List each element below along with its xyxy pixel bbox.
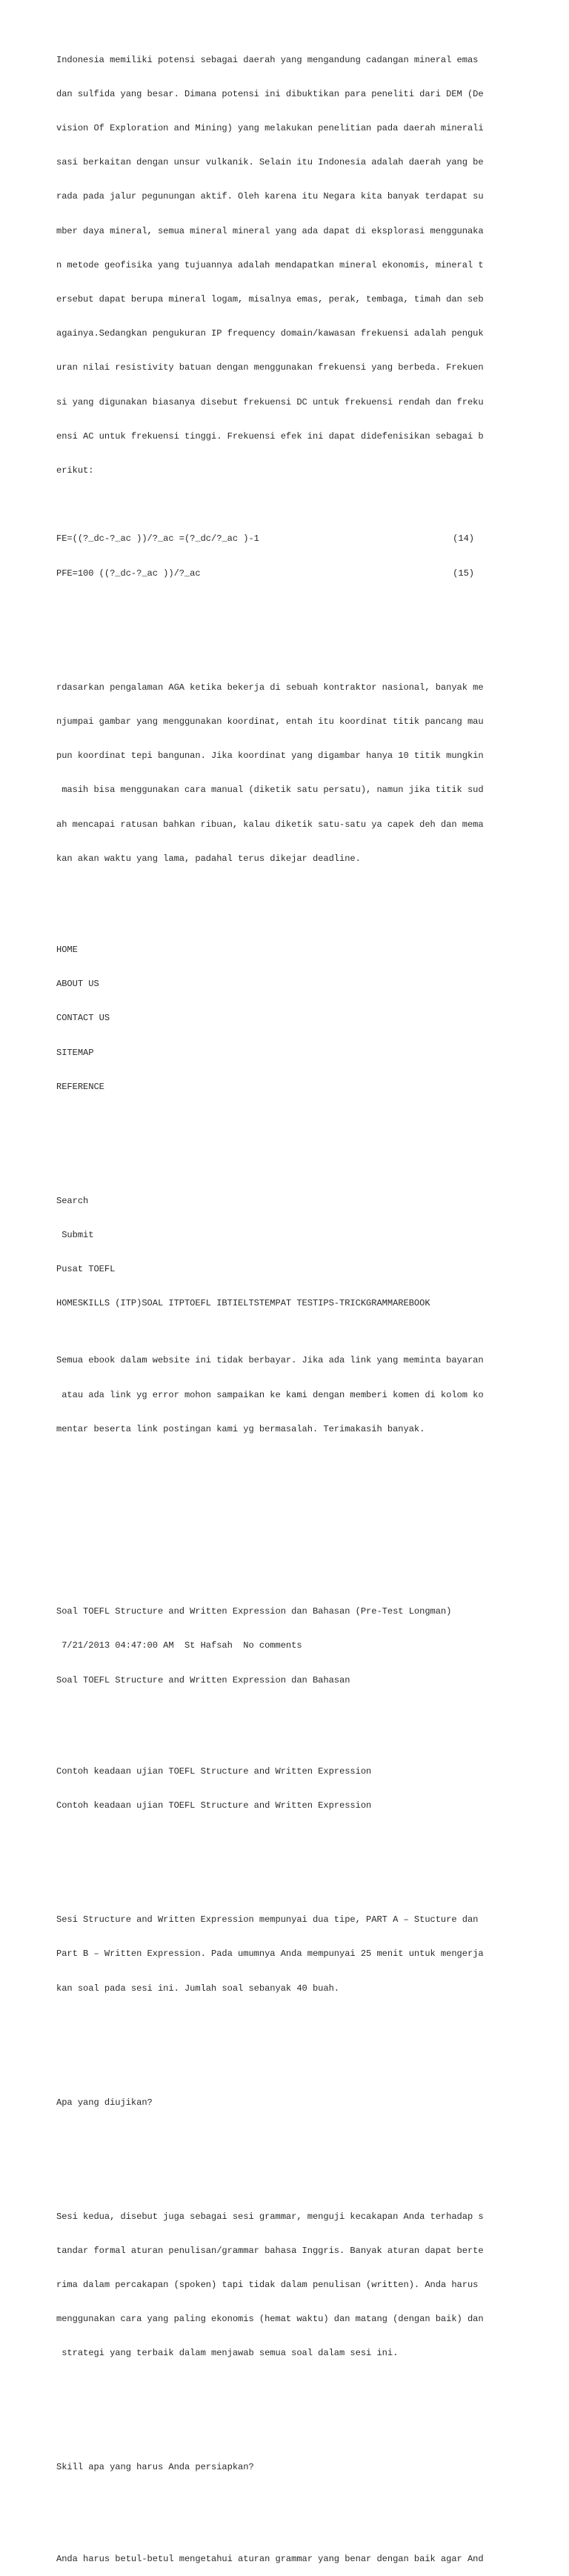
blank-line	[56, 2508, 501, 2519]
blank-line	[56, 1846, 501, 1857]
nav-reference-link[interactable]: REFERENCE	[56, 1081, 104, 1092]
text-line: Sesi Structure and Written Expression mempunyai dua tipe, PART A – Stucture dan	[56, 1914, 479, 1926]
text-line: mentar beserta link postingan kami yg bermasalah. Terimakasih banyak.	[56, 1423, 425, 1434]
text-line: menggunakan cara yang paling ekonomis (hemat waktu) dan matang (dengan baik) dan	[56, 2314, 484, 2325]
text-line: n metode geofisika yang tujuannya adalah mendapatkan mineral ekonomis, mineral t	[56, 259, 484, 270]
text-line: ah mencapai ratusan bahkan ribuan, kalau diketik satu-satu ya capek deh dan mema	[56, 819, 484, 830]
nav-sitemap-link[interactable]: SITEMAP	[56, 1047, 94, 1058]
equation-formula: FE=((?_dc-?_ac ))/?_ac =(?_dc/?_ac )-1	[56, 533, 259, 545]
grammar-paragraph	[56, 2189, 501, 2383]
text-line: ersebut dapat berupa mineral logam, misalnya emas, perak, tembaga, timah dan seb	[56, 294, 484, 305]
equation-number: (15)	[453, 568, 474, 579]
example-caption: Contoh keadaan ujian TOEFL Structure and Written Expression	[56, 1765, 372, 1777]
text-line: tandar formal aturan penulisan/grammar bahasa Inggris. Banyak aturan dapat berte	[56, 2245, 484, 2256]
blank-line	[56, 1526, 501, 1537]
equation-number: (14)	[453, 533, 474, 545]
site-name: Pusat TOEFL	[56, 1264, 116, 1275]
text-line: ensi AC untuk frekuensi tinggi. Frekuensi efek ini dapat didefenisikan sebagai b	[56, 430, 484, 442]
equation-15	[56, 568, 474, 579]
nav-menu	[56, 922, 501, 1116]
post-title[interactable]: Soal TOEFL Structure and Written Expression dan Bahasan (Pre-Test Longman)	[56, 1606, 452, 1617]
second-paragraph	[56, 659, 501, 888]
section-question: Apa yang diujikan?	[56, 2097, 153, 2108]
text-line: si yang digunakan biasanya disebut frekuensi DC untuk frekuensi rendah dan freku	[56, 396, 484, 407]
blank-line	[56, 1561, 501, 1572]
nav-about-link[interactable]: ABOUT US	[56, 979, 99, 990]
text-line: dan sulfida yang besar. Dimana potensi ini dibuktikan para peneliti dari DEM (De	[56, 88, 484, 99]
search-label[interactable]: Search	[56, 1195, 89, 1206]
text-line: kan soal pada sesi ini. Jumlah soal sebanyak 40 buah.	[56, 1983, 339, 1994]
nav-contact-link[interactable]: CONTACT US	[56, 1013, 110, 1024]
blank-line	[56, 2417, 501, 2428]
site-menu-links[interactable]: HOMESKILLS (ITP)SOAL ITPTOEFL IBTIELTSTEMPAT TESTIPS-TRICKGRAMMAREBOOK	[56, 1298, 430, 1309]
last-paragraph-line: Anda harus betul-betul mengetahui aturan grammar yang benar dengan baik agar And	[56, 2553, 484, 2564]
blank-line	[56, 1492, 501, 1503]
text-line: againya.Sedangkan pengukuran IP frequency domain/kawasan frekuensi adalah penguk	[56, 328, 484, 339]
text-line: kan akan waktu yang lama, padahal terus dikejar deadline.	[56, 853, 361, 864]
equation-formula: PFE=100 ((?_dc-?_ac ))/?_ac	[56, 568, 201, 579]
text-line: pun koordinat tepi bangunan. Jika koordinat yang digambar hanya 10 titik mungkin	[56, 750, 484, 762]
text-line: mber daya mineral, semua mineral mineral yang ada dapat di eksplorasi menggunaka	[56, 225, 484, 236]
text-line: masih bisa menggunakan cara manual (diketik satu persatu), namun jika titik sud	[56, 785, 484, 796]
blank-line	[56, 2051, 501, 2063]
text-line: sasi berkaitan dengan unsur vulkanik. Selain itu Indonesia adalah daerah yang be	[56, 157, 484, 168]
post-meta: 7/21/2013 04:47:00 AM St Hafsah No comments	[56, 1640, 302, 1651]
text-line: rdasarkan pengalaman AGA ketika bekerja di sebuah kontraktor nasional, banyak me	[56, 682, 484, 693]
nav-home-link[interactable]: HOME	[56, 944, 78, 955]
text-line: atau ada link yg error mohon sampaikan ke kami dengan memberi komen di kolom ko	[56, 1389, 484, 1400]
blank-line	[56, 613, 501, 625]
text-line: rada pada jalur pegunungan aktif. Oleh karena itu Negara kita banyak terdapat su	[56, 191, 484, 202]
text-line: njumpai gambar yang menggunakan koordinat, entah itu koordinat titik pancang mau	[56, 716, 484, 727]
document-page	[56, 9, 501, 2576]
example-caption: Contoh keadaan ujian TOEFL Structure and Written Expression	[56, 1800, 372, 1811]
ebook-notice	[56, 1333, 501, 1458]
text-line: Semua ebook dalam website ini tidak berbayar. Jika ada link yang meminta bayaran	[56, 1355, 484, 1366]
text-line: erikut:	[56, 465, 94, 476]
intro-paragraph	[56, 32, 501, 499]
submit-button[interactable]: Submit	[56, 1230, 94, 1241]
text-line: vision Of Exploration and Mining) yang melakukan penelitian pada daerah minerali	[56, 123, 484, 134]
types-paragraph	[56, 1891, 501, 2017]
text-line: Part B – Written Expression. Pada umumnya Anda mempunyai 25 menit untuk mengerja	[56, 1948, 484, 1960]
text-line: strategi yang terbaik dalam menjawab semua soal dalam sesi ini.	[56, 2348, 399, 2359]
blank-line	[56, 1720, 501, 1731]
text-line: uran nilai resistivity batuan dengan menggunakan frekuensi yang berbeda. Frekuen	[56, 362, 484, 373]
text-line: Sesi kedua, disebut juga sebagai sesi grammar, menguji kecakapan Anda terhadap s	[56, 2211, 484, 2222]
text-line: rima dalam percakapan (spoken) tapi tidak dalam penulisan (written). Anda harus	[56, 2280, 479, 2291]
equation-14	[56, 533, 474, 545]
blank-line	[56, 2143, 501, 2154]
section-question: Skill apa yang harus Anda persiapkan?	[56, 2462, 254, 2473]
text-line: Indonesia memiliki potensi sebagai daerah yang mengandung cadangan mineral emas	[56, 54, 479, 65]
post-subtitle: Soal TOEFL Structure and Written Expression dan Bahasan	[56, 1674, 350, 1685]
blank-line	[56, 1150, 501, 1161]
